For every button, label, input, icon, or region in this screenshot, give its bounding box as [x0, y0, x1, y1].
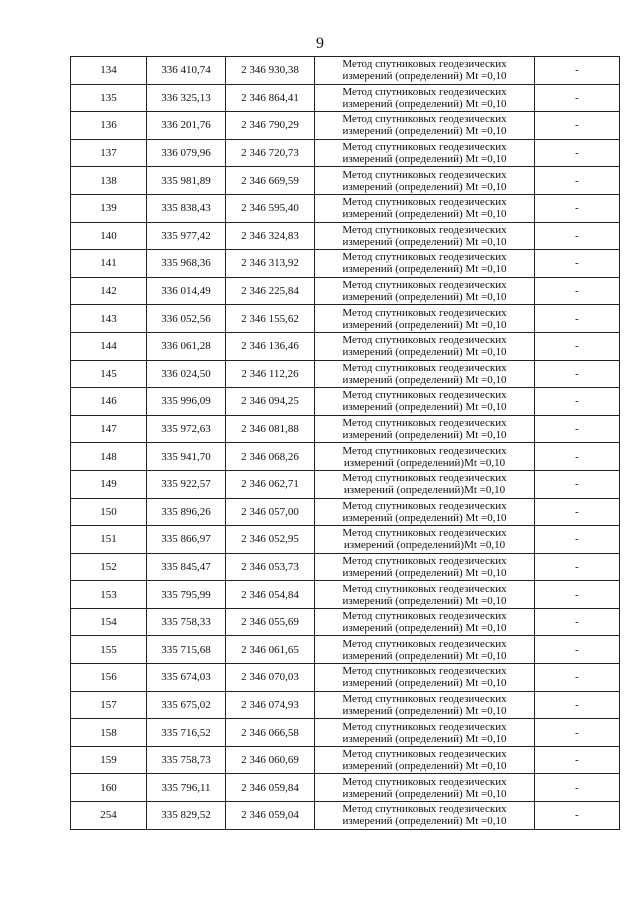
- method-cell: [315, 498, 535, 526]
- x-coordinate-cell: 336 201,76: [147, 112, 226, 140]
- method-line-2: измерений (определений) Mt =0,10: [342, 401, 507, 414]
- method-cell: [315, 167, 535, 195]
- method-cell: [315, 194, 535, 222]
- y-coordinate-cell: 2 346 061,65: [226, 636, 315, 664]
- method-line-2: измерений (определений) Mt =0,10: [342, 429, 507, 442]
- method-line-2: измерений (определений) Mt =0,10: [342, 125, 507, 138]
- description-cell: -: [535, 802, 620, 830]
- method-line-1: Метод спутниковых геодезических: [342, 279, 507, 292]
- method-line-2: измерений (определений) Mt =0,10: [342, 208, 507, 221]
- y-coordinate-cell: 2 346 059,04: [226, 802, 315, 830]
- x-coordinate-cell: 336 325,13: [147, 84, 226, 112]
- coordinates-table-body: [71, 57, 620, 830]
- point-number-cell: 135: [71, 84, 147, 112]
- method-line-1: Метод спутниковых геодезических: [342, 637, 507, 650]
- y-coordinate-cell: 2 346 066,58: [226, 719, 315, 747]
- x-coordinate-cell: 335 758,73: [147, 746, 226, 774]
- method-line-1: Метод спутниковых геодезических: [342, 334, 507, 347]
- table-row: [71, 360, 620, 388]
- description-cell: -: [535, 250, 620, 278]
- description-cell: -: [535, 719, 620, 747]
- table-row: [71, 608, 620, 636]
- table-row: [71, 250, 620, 278]
- description-cell: -: [535, 194, 620, 222]
- y-coordinate-cell: 2 346 324,83: [226, 222, 315, 250]
- method-line-2: измерений (определений) Mt =0,10: [342, 732, 507, 745]
- x-coordinate-cell: 335 981,89: [147, 167, 226, 195]
- method-line-2: измерений (определений) Mt =0,10: [342, 263, 507, 276]
- table-row: [71, 139, 620, 167]
- y-coordinate-cell: 2 346 059,84: [226, 774, 315, 802]
- description-cell: -: [535, 691, 620, 719]
- description-cell: -: [535, 774, 620, 802]
- point-number-cell: 152: [71, 553, 147, 581]
- method-line-1: Метод спутниковых геодезических: [342, 251, 507, 264]
- description-cell: -: [535, 167, 620, 195]
- table-row: [71, 636, 620, 664]
- description-cell: -: [535, 526, 620, 554]
- point-number-cell: 143: [71, 305, 147, 333]
- y-coordinate-cell: 2 346 112,26: [226, 360, 315, 388]
- table-row: [71, 277, 620, 305]
- method-line-2: измерений (определений) Mt =0,10: [342, 511, 507, 524]
- method-line-2: измерений (определений) Mt =0,10: [342, 373, 507, 386]
- table-row: [71, 664, 620, 692]
- method-cell: [315, 57, 535, 85]
- x-coordinate-cell: 335 972,63: [147, 415, 226, 443]
- point-number-cell: 159: [71, 746, 147, 774]
- method-line-2: измерений (определений) Mt =0,10: [342, 291, 507, 304]
- y-coordinate-cell: 2 346 136,46: [226, 332, 315, 360]
- method-line-1: Метод спутниковых геодезических: [342, 472, 507, 485]
- y-coordinate-cell: 2 346 790,29: [226, 112, 315, 140]
- y-coordinate-cell: 2 346 057,00: [226, 498, 315, 526]
- y-coordinate-cell: 2 346 062,71: [226, 470, 315, 498]
- table-row: [71, 719, 620, 747]
- method-cell: [315, 443, 535, 471]
- method-line-1: Метод спутниковых геодезических: [342, 168, 507, 181]
- x-coordinate-cell: 335 829,52: [147, 802, 226, 830]
- point-number-cell: 139: [71, 194, 147, 222]
- x-coordinate-cell: 335 845,47: [147, 553, 226, 581]
- point-number-cell: 148: [71, 443, 147, 471]
- method-line-2: измерений (определений) Mt =0,10: [342, 594, 507, 607]
- table-row: [71, 388, 620, 416]
- method-cell: [315, 222, 535, 250]
- method-line-1: Метод спутниковых геодезических: [342, 361, 507, 374]
- y-coordinate-cell: 2 346 864,41: [226, 84, 315, 112]
- x-coordinate-cell: 335 715,68: [147, 636, 226, 664]
- method-cell: [315, 332, 535, 360]
- method-line-1: Метод спутниковых геодезических: [342, 223, 507, 236]
- description-cell: -: [535, 57, 620, 85]
- point-number-cell: 153: [71, 581, 147, 609]
- y-coordinate-cell: 2 346 055,69: [226, 608, 315, 636]
- method-line-1: Метод спутниковых геодезических: [342, 720, 507, 733]
- method-cell: [315, 305, 535, 333]
- table-row: [71, 498, 620, 526]
- table-row: [71, 194, 620, 222]
- method-line-2: измерений (определений)Mt =0,10: [343, 539, 506, 552]
- description-cell: -: [535, 332, 620, 360]
- x-coordinate-cell: 335 795,99: [147, 581, 226, 609]
- method-line-1: Метод спутниковых геодезических: [342, 444, 507, 457]
- x-coordinate-cell: 335 941,70: [147, 443, 226, 471]
- method-line-1: Метод спутниковых геодезических: [342, 554, 507, 567]
- method-line-2: измерений (определений) Mt =0,10: [342, 677, 507, 690]
- method-line-2: измерений (определений)Mt =0,10: [343, 456, 506, 469]
- method-line-1: Метод спутниковых геодезических: [342, 748, 507, 761]
- y-coordinate-cell: 2 346 070,03: [226, 664, 315, 692]
- x-coordinate-cell: 335 996,09: [147, 388, 226, 416]
- point-number-cell: 156: [71, 664, 147, 692]
- point-number-cell: 150: [71, 498, 147, 526]
- method-line-1: Метод спутниковых геодезических: [342, 85, 507, 98]
- method-cell: [315, 388, 535, 416]
- x-coordinate-cell: 335 716,52: [147, 719, 226, 747]
- y-coordinate-cell: 2 346 094,25: [226, 388, 315, 416]
- method-line-2: измерений (определений) Mt =0,10: [342, 346, 507, 359]
- table-row: [71, 581, 620, 609]
- method-line-2: измерений (определений) Mt =0,10: [342, 815, 507, 828]
- method-line-2: измерений (определений) Mt =0,10: [342, 97, 507, 110]
- y-coordinate-cell: 2 346 052,95: [226, 526, 315, 554]
- x-coordinate-cell: 336 014,49: [147, 277, 226, 305]
- y-coordinate-cell: 2 346 081,88: [226, 415, 315, 443]
- point-number-cell: 151: [71, 526, 147, 554]
- method-line-2: измерений (определений) Mt =0,10: [342, 180, 507, 193]
- point-number-cell: 141: [71, 250, 147, 278]
- method-cell: [315, 608, 535, 636]
- description-cell: -: [535, 664, 620, 692]
- method-cell: [315, 636, 535, 664]
- method-line-2: измерений (определений) Mt =0,10: [342, 649, 507, 662]
- point-number-cell: 144: [71, 332, 147, 360]
- x-coordinate-cell: 335 866,97: [147, 526, 226, 554]
- method-line-1: Метод спутниковых геодезических: [342, 499, 507, 512]
- description-cell: -: [535, 470, 620, 498]
- method-line-2: измерений (определений)Mt =0,10: [343, 484, 506, 497]
- point-number-cell: 157: [71, 691, 147, 719]
- x-coordinate-cell: 335 674,03: [147, 664, 226, 692]
- description-cell: -: [535, 139, 620, 167]
- description-cell: -: [535, 84, 620, 112]
- point-number-cell: 145: [71, 360, 147, 388]
- x-coordinate-cell: 336 079,96: [147, 139, 226, 167]
- y-coordinate-cell: 2 346 225,84: [226, 277, 315, 305]
- point-number-cell: 138: [71, 167, 147, 195]
- method-line-1: Метод спутниковых геодезических: [342, 775, 507, 788]
- point-number-cell: 158: [71, 719, 147, 747]
- point-number-cell: 146: [71, 388, 147, 416]
- method-cell: [315, 746, 535, 774]
- description-cell: -: [535, 553, 620, 581]
- y-coordinate-cell: 2 346 313,92: [226, 250, 315, 278]
- method-line-2: измерений (определений) Mt =0,10: [342, 70, 507, 83]
- description-cell: -: [535, 277, 620, 305]
- table-row: [71, 415, 620, 443]
- x-coordinate-cell: 335 977,42: [147, 222, 226, 250]
- table-row: [71, 332, 620, 360]
- method-cell: [315, 415, 535, 443]
- page-number: 9: [316, 35, 324, 52]
- table-row: [71, 526, 620, 554]
- x-coordinate-cell: 336 410,74: [147, 57, 226, 85]
- table-row: [71, 746, 620, 774]
- table-row: [71, 84, 620, 112]
- point-number-cell: 142: [71, 277, 147, 305]
- method-line-1: Метод спутниковых геодезических: [342, 582, 507, 595]
- x-coordinate-cell: 336 052,56: [147, 305, 226, 333]
- table-row: [71, 222, 620, 250]
- method-cell: [315, 250, 535, 278]
- method-line-1: Метод спутниковых геодезических: [342, 665, 507, 678]
- method-cell: [315, 277, 535, 305]
- method-line-2: измерений (определений) Mt =0,10: [342, 787, 507, 800]
- method-line-1: Метод спутниковых геодезических: [342, 417, 507, 430]
- method-cell: [315, 360, 535, 388]
- x-coordinate-cell: 336 061,28: [147, 332, 226, 360]
- x-coordinate-cell: 336 024,50: [147, 360, 226, 388]
- description-cell: -: [535, 415, 620, 443]
- point-number-cell: 134: [71, 57, 147, 85]
- method-cell: [315, 664, 535, 692]
- method-cell: [315, 112, 535, 140]
- method-line-1: Метод спутниковых геодезических: [342, 306, 507, 319]
- table-row: [71, 553, 620, 581]
- method-cell: [315, 581, 535, 609]
- method-line-2: измерений (определений) Mt =0,10: [342, 760, 507, 773]
- method-cell: [315, 84, 535, 112]
- point-number-cell: 160: [71, 774, 147, 802]
- x-coordinate-cell: 335 796,11: [147, 774, 226, 802]
- method-line-1: Метод спутниковых геодезических: [342, 389, 507, 402]
- method-cell: [315, 802, 535, 830]
- description-cell: -: [535, 608, 620, 636]
- y-coordinate-cell: 2 346 068,26: [226, 443, 315, 471]
- description-cell: -: [535, 581, 620, 609]
- method-line-1: Метод спутниковых геодезических: [342, 113, 507, 126]
- description-cell: -: [535, 305, 620, 333]
- method-line-2: измерений (определений) Mt =0,10: [342, 318, 507, 331]
- method-line-2: измерений (определений) Mt =0,10: [342, 622, 507, 635]
- point-number-cell: 140: [71, 222, 147, 250]
- method-line-1: Метод спутниковых геодезических: [342, 141, 507, 154]
- y-coordinate-cell: 2 346 054,84: [226, 581, 315, 609]
- y-coordinate-cell: 2 346 930,38: [226, 57, 315, 85]
- description-cell: -: [535, 636, 620, 664]
- method-cell: [315, 553, 535, 581]
- y-coordinate-cell: 2 346 053,73: [226, 553, 315, 581]
- method-cell: [315, 774, 535, 802]
- y-coordinate-cell: 2 346 074,93: [226, 691, 315, 719]
- point-number-cell: 136: [71, 112, 147, 140]
- method-cell: [315, 139, 535, 167]
- method-line-2: измерений (определений) Mt =0,10: [342, 153, 507, 166]
- method-cell: [315, 526, 535, 554]
- point-number-cell: 149: [71, 470, 147, 498]
- table-row: [71, 470, 620, 498]
- table-row: [71, 57, 620, 85]
- method-line-1: Метод спутниковых геодезических: [342, 527, 507, 540]
- description-cell: -: [535, 388, 620, 416]
- method-cell: [315, 470, 535, 498]
- table-row: [71, 112, 620, 140]
- description-cell: -: [535, 222, 620, 250]
- y-coordinate-cell: 2 346 720,73: [226, 139, 315, 167]
- table-row: [71, 443, 620, 471]
- method-cell: [315, 719, 535, 747]
- point-number-cell: 147: [71, 415, 147, 443]
- table-row: [71, 691, 620, 719]
- table-row: [71, 774, 620, 802]
- table-row: [71, 305, 620, 333]
- description-cell: -: [535, 112, 620, 140]
- method-line-1: Метод спутниковых геодезических: [342, 803, 507, 816]
- description-cell: -: [535, 360, 620, 388]
- x-coordinate-cell: 335 675,02: [147, 691, 226, 719]
- method-line-1: Метод спутниковых геодезических: [342, 196, 507, 209]
- x-coordinate-cell: 335 922,57: [147, 470, 226, 498]
- x-coordinate-cell: 335 896,26: [147, 498, 226, 526]
- x-coordinate-cell: 335 758,33: [147, 608, 226, 636]
- y-coordinate-cell: 2 346 595,40: [226, 194, 315, 222]
- table-row: [71, 802, 620, 830]
- table-row: [71, 167, 620, 195]
- x-coordinate-cell: 335 838,43: [147, 194, 226, 222]
- method-line-2: измерений (определений) Mt =0,10: [342, 235, 507, 248]
- description-cell: -: [535, 498, 620, 526]
- method-cell: [315, 691, 535, 719]
- method-line-1: Метод спутниковых геодезических: [342, 610, 507, 623]
- method-line-1: Метод спутниковых геодезических: [342, 58, 507, 71]
- point-number-cell: 254: [71, 802, 147, 830]
- method-line-2: измерений (определений) Mt =0,10: [342, 566, 507, 579]
- method-line-1: Метод спутниковых геодезических: [342, 692, 507, 705]
- description-cell: -: [535, 746, 620, 774]
- point-number-cell: 137: [71, 139, 147, 167]
- x-coordinate-cell: 335 968,36: [147, 250, 226, 278]
- coordinates-table: [70, 56, 620, 830]
- point-number-cell: 155: [71, 636, 147, 664]
- point-number-cell: 154: [71, 608, 147, 636]
- method-line-2: измерений (определений) Mt =0,10: [342, 704, 507, 717]
- y-coordinate-cell: 2 346 669,59: [226, 167, 315, 195]
- y-coordinate-cell: 2 346 060,69: [226, 746, 315, 774]
- description-cell: -: [535, 443, 620, 471]
- y-coordinate-cell: 2 346 155,62: [226, 305, 315, 333]
